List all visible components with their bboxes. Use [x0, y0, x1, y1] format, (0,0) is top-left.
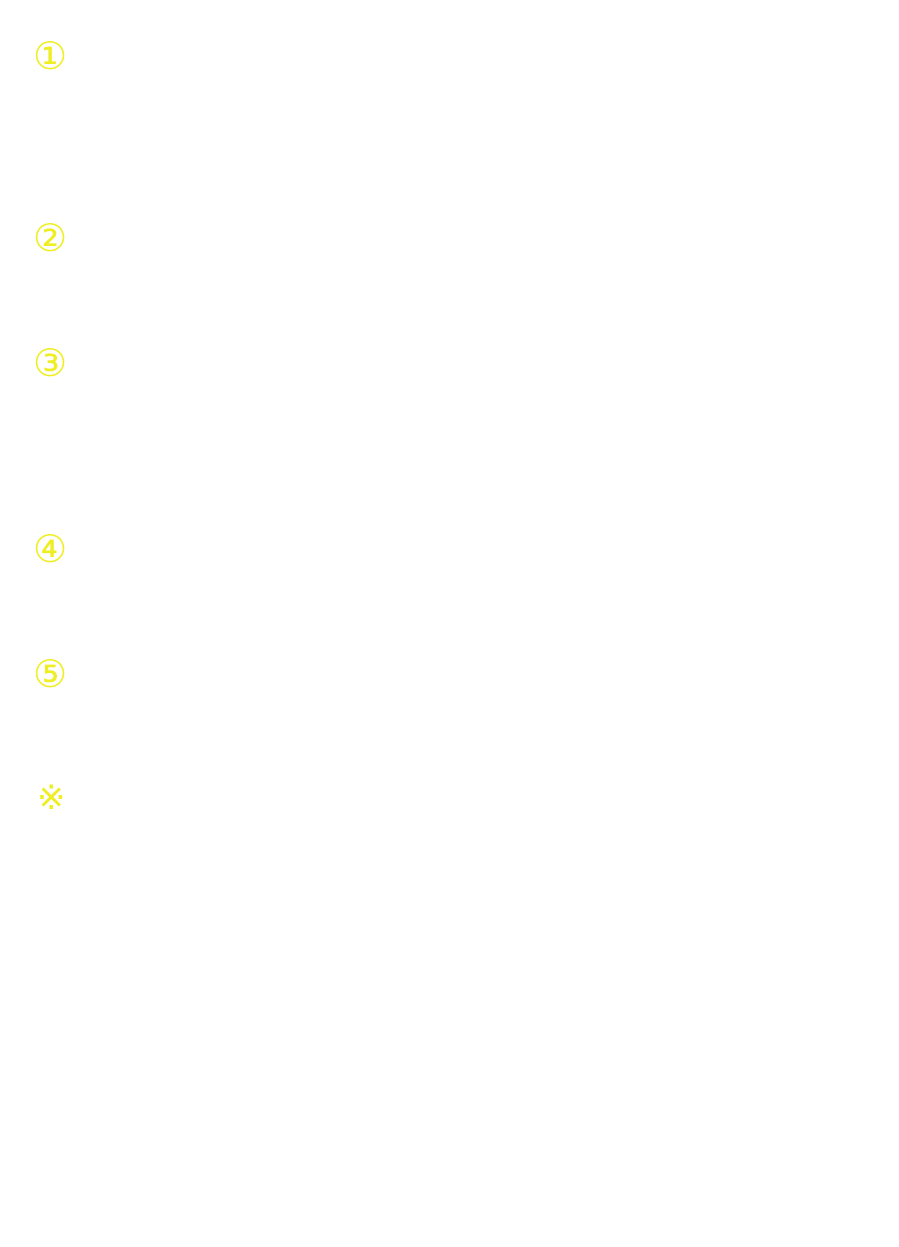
list-marker-1: ①: [33, 34, 68, 78]
note-marker: ※: [37, 778, 66, 818]
list-marker-3: ③: [33, 341, 68, 385]
list-marker-4: ④: [33, 527, 68, 571]
list-marker-2: ②: [33, 216, 68, 260]
list-marker-5: ⑤: [33, 652, 68, 696]
